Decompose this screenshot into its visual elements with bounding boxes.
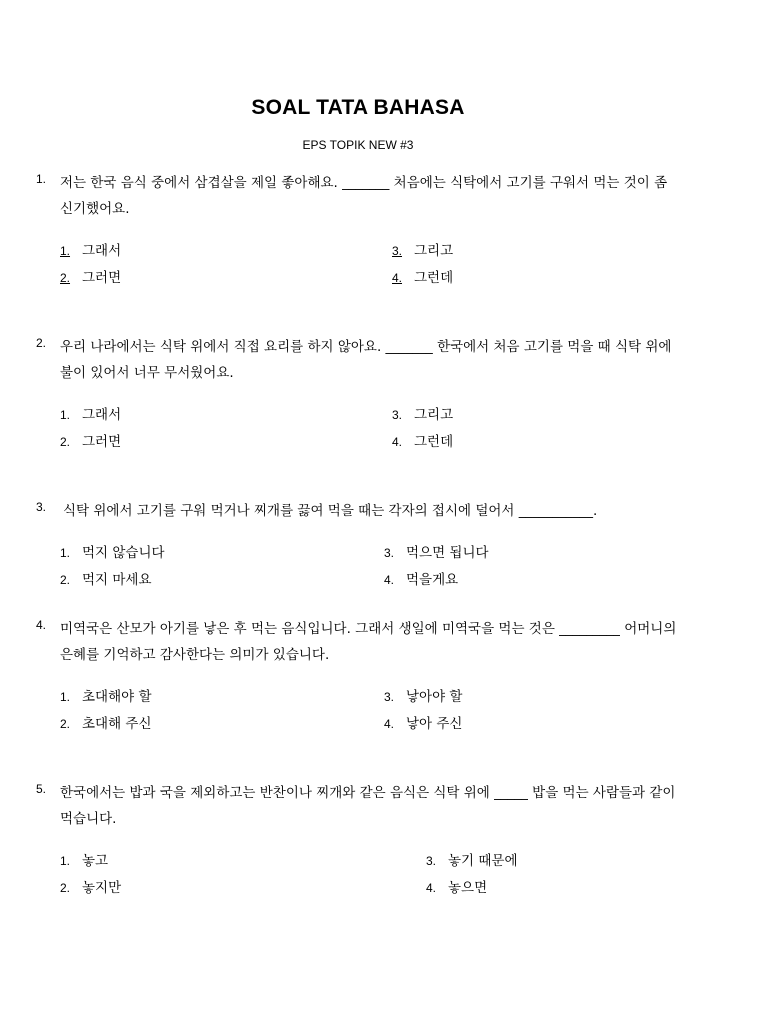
question-number: 2.: [36, 336, 47, 350]
option-number: 2.: [60, 271, 71, 285]
option-label: 그래서: [82, 243, 122, 259]
question-1: [36, 170, 676, 290]
option-number: 3.: [426, 854, 437, 868]
option-4: [384, 715, 462, 733]
option-label: 낳아야 할: [406, 689, 463, 705]
question-text: 저는 한국 음식 중에서 삼겹살을 제일 좋아해요. _______ 처음에는 식탁에서 고기를 구워서 먹는 것이 좀 신기했어요.: [60, 175, 668, 217]
option-number: 1.: [60, 854, 71, 868]
option-number: 4.: [384, 717, 395, 731]
document-title: SOAL TATA BAHASA: [251, 96, 465, 119]
option-number: 1.: [60, 690, 71, 704]
option-2: [60, 879, 121, 897]
answer-options: [60, 544, 680, 604]
option-label: 놓으면: [448, 880, 488, 896]
option-label: 놓고: [82, 853, 109, 869]
option-number: 1.: [60, 546, 71, 560]
option-label: 그러면: [82, 434, 122, 450]
option-4: [426, 879, 487, 897]
option-label: 먹지 않습니다: [82, 545, 165, 561]
option-label: 그런데: [414, 270, 454, 286]
option-label: 초대해 주신: [82, 716, 152, 732]
option-1: [60, 544, 165, 562]
option-1: [60, 852, 108, 870]
option-3: [426, 852, 518, 870]
option-number: 4.: [392, 271, 403, 285]
option-2: [60, 433, 121, 451]
option-2: [60, 571, 152, 589]
document-subtitle: EPS TOPIK NEW #3: [302, 138, 414, 152]
option-number: 2.: [60, 881, 71, 895]
question-4: [36, 616, 676, 736]
option-4: [392, 433, 453, 451]
option-number: 4.: [392, 435, 403, 449]
question-text: 식탁 위에서 고기를 구워 먹거나 찌개를 끓여 먹을 때는 각자의 접시에 덜어서 ___________.: [63, 503, 598, 519]
option-label: 그러면: [82, 270, 122, 286]
option-4: [392, 269, 453, 287]
option-3: [384, 688, 462, 706]
answer-options: [60, 852, 680, 912]
option-label: 놓기 때문에: [448, 853, 518, 869]
option-2: [60, 715, 152, 733]
answer-options: [60, 406, 680, 466]
option-number: 2.: [60, 573, 71, 587]
option-number: 3.: [392, 244, 403, 258]
option-number: 3.: [384, 546, 395, 560]
option-1: [60, 242, 121, 260]
question-3: [36, 498, 676, 598]
option-number: 4.: [384, 573, 395, 587]
option-3: [392, 242, 453, 260]
option-number: 1.: [60, 244, 71, 258]
question-number: 3.: [36, 500, 47, 514]
option-label: 낳아 주신: [406, 716, 463, 732]
option-1: [60, 688, 152, 706]
question-number: 5.: [36, 782, 47, 796]
option-label: 먹을게요: [406, 572, 459, 588]
option-label: 그런데: [414, 434, 454, 450]
option-number: 2.: [60, 717, 71, 731]
question-2: [36, 334, 676, 454]
option-3: [392, 406, 453, 424]
option-label: 초대해야 할: [82, 689, 152, 705]
option-number: 2.: [60, 435, 71, 449]
option-4: [384, 571, 458, 589]
option-label: 먹으면 됩니다: [406, 545, 489, 561]
option-label: 놓지만: [82, 880, 122, 896]
option-1: [60, 406, 121, 424]
question-number: 4.: [36, 618, 47, 632]
question-text: 미역국은 산모가 아기를 낳은 후 먹는 음식입니다. 그래서 생일에 미역국을 먹는 것은 _________ 어머니의 은혜를 기억하고 감사한다는 의미가 있습니다.: [60, 621, 677, 663]
question-text: 우리 나라에서는 식탁 위에서 직접 요리를 하지 않아요. _______ 한국에서 처음 고기를 먹을 때 식탁 위에 불이 있어서 너무 무서웠어요.: [60, 339, 672, 381]
question-5: [36, 780, 676, 900]
option-2: [60, 269, 121, 287]
option-label: 먹지 마세요: [82, 572, 152, 588]
option-number: 3.: [392, 408, 403, 422]
option-3: [384, 544, 489, 562]
question-text: 한국에서는 밥과 국을 제외하고는 반찬이나 찌개와 같은 음식은 식탁 위에 _____ 밥을 먹는 사람들과 같이 먹습니다.: [60, 785, 676, 827]
answer-options: [60, 242, 680, 302]
option-number: 4.: [426, 881, 437, 895]
option-label: 그래서: [82, 407, 122, 423]
option-label: 그리고: [414, 407, 454, 423]
option-number: 1.: [60, 408, 71, 422]
option-number: 3.: [384, 690, 395, 704]
question-number: 1.: [36, 172, 47, 186]
answer-options: [60, 688, 680, 748]
option-label: 그리고: [414, 243, 454, 259]
